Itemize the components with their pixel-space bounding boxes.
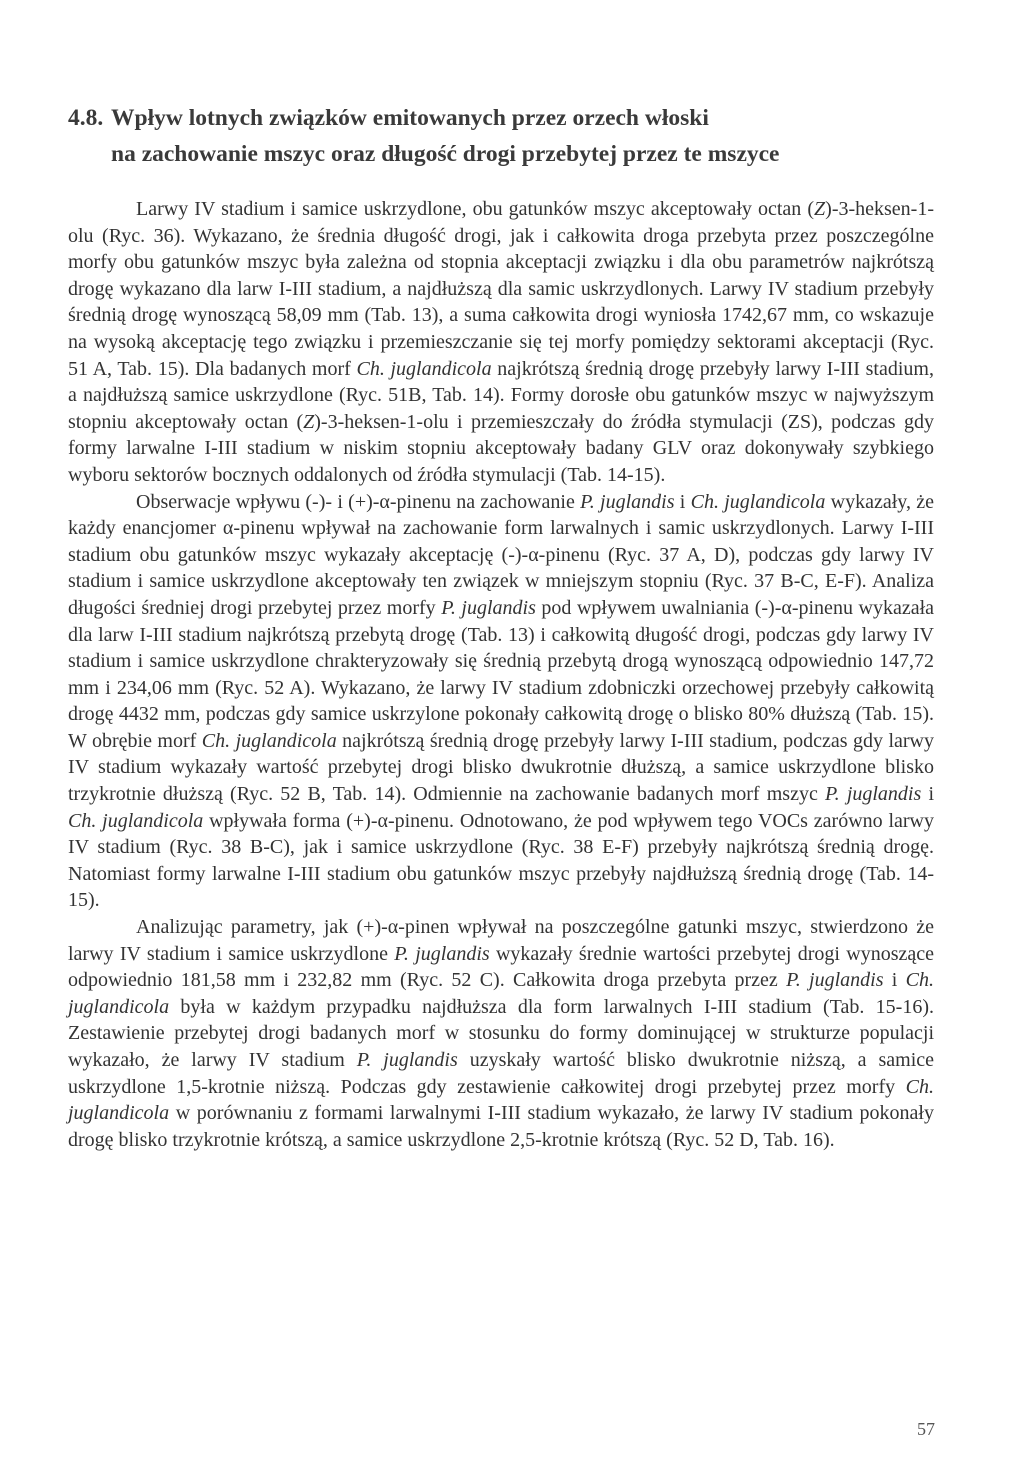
italic-text: P. juglandis bbox=[441, 596, 536, 619]
text-run: Larwy IV stadium i samice uskrzydlone, obu gatunków mszyc akceptowały octan ( bbox=[136, 198, 815, 220]
section-number: 4.8. bbox=[68, 105, 104, 131]
italic-text: Ch. juglandicola bbox=[68, 809, 204, 832]
section-heading bbox=[68, 100, 948, 172]
text-run: i bbox=[674, 490, 691, 513]
italic-text: Ch. juglandicola bbox=[68, 1075, 934, 1125]
italic-text: Ch. juglandicola bbox=[68, 969, 935, 1018]
italic-text: P. juglandis bbox=[825, 783, 922, 806]
italic-text: Ch. juglandicola bbox=[356, 357, 492, 380]
italic-text: P. juglandis bbox=[356, 1049, 458, 1071]
text-run: )-3-heksen-1-olu i przemieszczały do źródła stymulacji (ZS), podczas gdy formy larwalne I-III stadium w niskim stopniu akceptowały badany GLV oraz dokonywały szybkiego wyboru sektorów bocznych oddalonych od źródła stymulacji (Tab. 14-15). bbox=[68, 410, 934, 486]
page-number: 57 bbox=[917, 1419, 935, 1439]
heading-line-1 bbox=[68, 100, 948, 136]
text-run: wpływała forma (+)-α-pinenu. Odnotowano, że pod wpływem tego VOCs zarówno larwy IV stadium (Ryc. 38 B-C), jak i samice uskrzydlone (Ryc. 38 E-F) przebyły najkrótszą średnią drogę. Natomiast formy larwalne I-III stadium obu gatunków mszyc przebyły najdłuższą średnią drogę (Tab. 14-15). bbox=[68, 809, 934, 912]
body-text bbox=[68, 196, 934, 1153]
italic-text: P. juglandis bbox=[786, 969, 884, 992]
italic-text: P. juglandis bbox=[580, 490, 675, 513]
text-run: najkrótszą średnią drogę przebyły larwy I-III stadium, podczas gdy larwy IV stadium wykazały wartość przebytej drogi blisko dwukrotnie dłuższą, a samice uskrzydlone blisko trzykrotnie dłuższą (Ryc. 52 B, Tab. 14). Odmiennie na zachowanie badanych morf mszyc bbox=[68, 729, 934, 806]
text-run: w porównaniu z formami larwalnymi I-III stadium wykazało, że larwy IV stadium pokonały drogę blisko trzykrotnie krótszą, a samice uskrzydlone 2,5-krotnie krótszą (Ryc. 52 D, Tab. 16). bbox=[68, 1102, 934, 1151]
italic-text: Ch. juglandicola bbox=[690, 490, 826, 513]
text-run: )-3-heksen-1-olu (Ryc. 36). Wykazano, że średnia długość drogi, jak i całkowita droga przebyta przez poszczególne morfy obu gatunków mszyc była zależna od stopnia akceptacji związku i dla obu parametrów najkrótszą drogę wykazano dla larw I-III stadium, a najdłuższą dla samic uskrzydlonych. Larwy IV stadium przebyły średnią drogę wynoszącą 58,09 mm (Tab. 13), a suma całkowita drogi wyniosła 1742,67 mm, co wskazuje na wysoką akceptację tego związku i przemieszczanie się tej morfy pomiędzy sektorami akceptacji (Ryc. 51 A, Tab. 15). Dla badanych morf bbox=[68, 198, 934, 380]
section-title-line-1: Wpływ lotnych związków emitowanych przez orzech włoski bbox=[111, 105, 709, 131]
text-run: pod wpływem uwalniania (-)-α-pinenu wykazała dla larw I-III stadium najkrótszą przebytą drogę (Tab. 13) i całkowitą długość drogi, podczas gdy larwy IV stadium i samice uskrzydlone chrakteryzowały się średnią przebytą drogą wynoszącą odpowiednio 147,72 mm i 234,06 mm (Ryc. 52 A). Wykazano, że larwy IV stadium zdobniczki orzechowej przebyły całkowitą drogę 4432 mm, podczas gdy samice uskrzylone pokonały całkowitą drogę o blisko 80% dłuższą (Tab. 15). W obrębie morf bbox=[68, 596, 935, 752]
text-run: wykazały średnie wartości przebytej drogi wynoszące odpowiednio 181,58 mm i 232,82 mm (Ryc. 52 C). Całkowita droga przebyta przez bbox=[68, 942, 935, 992]
text-run: wykazały, że każdy enancjomer α-pinenu wpływał na zachowanie form larwalnych i samic uskrzydlonych. Larwy I-III stadium obu gatunków mszyc wykazały akceptację (-)-α-pinenu (Ryc. 37 A, D), podczas gdy larwy IV stadium i samice uskrzydlone akceptowały ten związek w mniejszym stopniu (Ryc. 37 B-C, E-F). Analiza długości średniej drogi przebytej przez morfy bbox=[68, 490, 934, 619]
text-run: i bbox=[921, 783, 935, 806]
italic-text: Z bbox=[303, 410, 315, 433]
text-run: Analizując parametry, jak (+)-α-pinen wpływał na poszczególne gatunki mszyc, stwierdzono że larwy IV stadium i samice uskrzydlone bbox=[68, 916, 934, 965]
section-title-line-2: na zachowanie mszyc oraz długość drogi przebytej przez te mszyce bbox=[111, 141, 780, 167]
italic-text: Ch. juglandicola bbox=[201, 729, 337, 752]
text-run: uzyskały wartość blisko dwukrotnie niższą, a samice uskrzydlone 1,5-krotnie niższą. Podczas gdy zestawienie całkowitej drogi przebytej przez morfy bbox=[68, 1049, 935, 1098]
text-run: i bbox=[883, 969, 906, 992]
paragraph-2 bbox=[68, 489, 934, 915]
italic-text: Z bbox=[814, 198, 826, 220]
paragraph-3 bbox=[68, 914, 934, 1153]
paragraph-1 bbox=[68, 196, 934, 489]
italic-text: P. juglandis bbox=[394, 942, 490, 965]
text-run: najkrótszą średnią drogę przebyły larwy I-III stadium, a najdłuższą samice uskrzydlone (Ryc. 51B, Tab. 14). Formy dorosłe obu gatunków mszyc w najwyższym stopniu akceptowały octan ( bbox=[68, 357, 934, 433]
text-run: Obserwacje wpływu (-)- i (+)-α-pinenu na zachowanie bbox=[136, 490, 581, 513]
text-run: była w każdym przypadku najdłuższa dla form larwalnych I-III stadium (Tab. 15-16). Zestawienie przebytej drogi badanych morf w stosunku do formy dominującej w strukturze populacji wykazało, że larwy IV stadium bbox=[68, 995, 934, 1071]
